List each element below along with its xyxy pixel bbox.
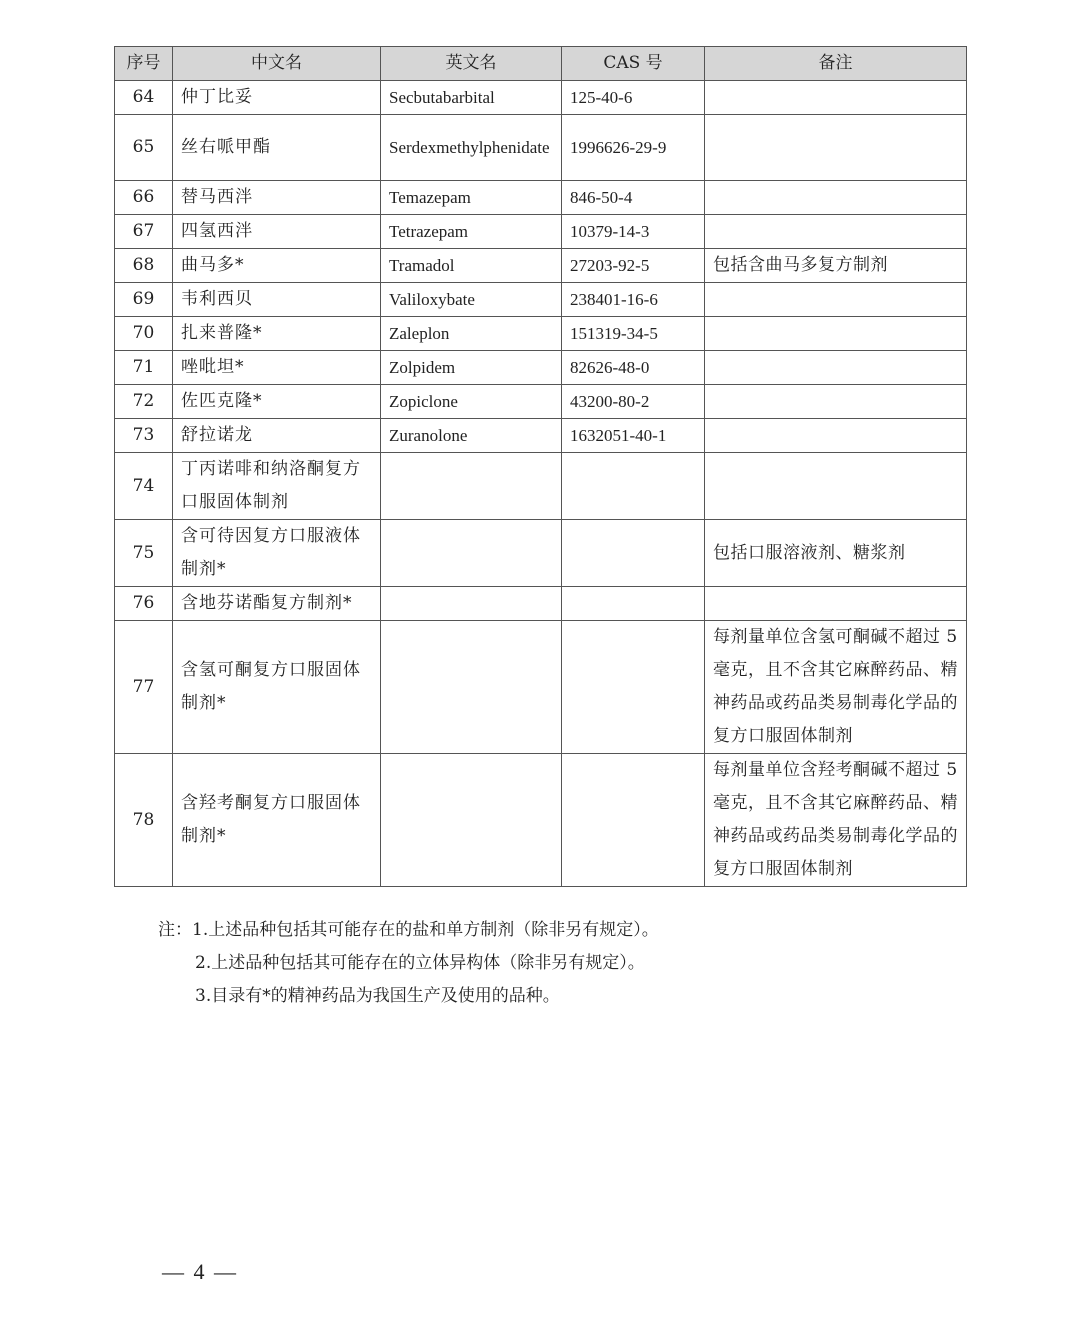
table-row — [115, 181, 967, 215]
cell-cas — [562, 453, 705, 520]
cell-english-name: Zolpidem — [381, 351, 562, 385]
cell-chinese-name: 含可待因复方口服液体制剂* — [173, 520, 381, 587]
cell-remarks — [705, 587, 967, 621]
cell-remarks — [705, 81, 967, 115]
table-row — [115, 81, 967, 115]
cell-chinese-name: 韦利西贝 — [173, 283, 381, 317]
cell-no: 71 — [115, 351, 173, 385]
table-row — [115, 351, 967, 385]
table-row — [115, 587, 967, 621]
cell-remarks — [705, 115, 967, 181]
cell-cas: 27203-92-5 — [562, 249, 705, 283]
cell-no: 76 — [115, 587, 173, 621]
table-row — [115, 419, 967, 453]
cell-remarks — [705, 453, 967, 520]
cell-english-name: Zaleplon — [381, 317, 562, 351]
cell-cas: 125-40-6 — [562, 81, 705, 115]
footnote-text: 1.上述品种包括其可能存在的盐和单方制剂（除非另有规定）。 — [192, 920, 659, 940]
cell-english-name: Tramadol — [381, 249, 562, 283]
table-row — [115, 115, 967, 181]
table-row — [115, 520, 967, 587]
table-row — [115, 385, 967, 419]
cell-no: 70 — [115, 317, 173, 351]
cell-chinese-name: 含氢可酮复方口服固体制剂* — [173, 621, 381, 754]
cell-remarks — [705, 181, 967, 215]
header-english-name: 英文名 — [381, 47, 562, 81]
cell-no: 66 — [115, 181, 173, 215]
cell-remarks — [705, 351, 967, 385]
cell-cas — [562, 520, 705, 587]
cell-chinese-name: 四氢西泮 — [173, 215, 381, 249]
footnote-prefix: 注： — [158, 920, 192, 940]
cell-chinese-name: 扎来普隆* — [173, 317, 381, 351]
cell-remarks — [705, 317, 967, 351]
cell-no: 69 — [115, 283, 173, 317]
cell-remarks — [705, 283, 967, 317]
cell-english-name — [381, 587, 562, 621]
cell-no: 74 — [115, 453, 173, 520]
table-row — [115, 453, 967, 520]
cell-chinese-name: 含羟考酮复方口服固体制剂* — [173, 754, 381, 887]
cell-cas: 1996626-29-9 — [562, 115, 705, 181]
table-row — [115, 754, 967, 887]
cell-english-name — [381, 754, 562, 887]
cell-cas: 1632051-40-1 — [562, 419, 705, 453]
cell-english-name — [381, 520, 562, 587]
page-number: — 4 — — [162, 1259, 238, 1284]
cell-chinese-name: 佐匹克隆* — [173, 385, 381, 419]
cell-english-name: Zopiclone — [381, 385, 562, 419]
cell-no: 65 — [115, 115, 173, 181]
cell-remarks: 每剂量单位含羟考酮碱不超过 5 毫克，且不含其它麻醉药品、精神药品或药品类易制毒化学品的复方口服固体制剂 — [705, 754, 967, 887]
cell-remarks: 每剂量单位含氢可酮碱不超过 5 毫克，且不含其它麻醉药品、精神药品或药品类易制毒化学品的复方口服固体制剂 — [705, 621, 967, 754]
cell-cas — [562, 754, 705, 887]
table-row — [115, 249, 967, 283]
cell-remarks — [705, 385, 967, 419]
cell-english-name: Valiloxybate — [381, 283, 562, 317]
cell-no: 78 — [115, 754, 173, 887]
footnote-1 — [158, 914, 659, 947]
cell-cas — [562, 587, 705, 621]
cell-no: 73 — [115, 419, 173, 453]
cell-remarks: 包括口服溶液剂、糖浆剂 — [705, 520, 967, 587]
table-body — [115, 81, 967, 887]
header-remarks: 备注 — [705, 47, 967, 81]
cell-no: 64 — [115, 81, 173, 115]
cell-no: 67 — [115, 215, 173, 249]
cell-cas: 82626-48-0 — [562, 351, 705, 385]
cell-english-name: Temazepam — [381, 181, 562, 215]
cell-cas: 238401-16-6 — [562, 283, 705, 317]
cell-remarks: 包括含曲马多复方制剂 — [705, 249, 967, 283]
cell-english-name: Secbutabarbital — [381, 81, 562, 115]
cell-chinese-name: 舒拉诺龙 — [173, 419, 381, 453]
cell-chinese-name: 丁丙诺啡和纳洛酮复方口服固体制剂 — [173, 453, 381, 520]
footnote-3: 3.目录有*的精神药品为我国生产及使用的品种。 — [195, 986, 560, 1006]
cell-cas: 151319-34-5 — [562, 317, 705, 351]
cell-no: 77 — [115, 621, 173, 754]
cell-chinese-name: 唑吡坦* — [173, 351, 381, 385]
cell-cas: 43200-80-2 — [562, 385, 705, 419]
cell-english-name — [381, 621, 562, 754]
cell-no: 72 — [115, 385, 173, 419]
cell-chinese-name: 曲马多* — [173, 249, 381, 283]
footnotes — [158, 914, 659, 1013]
cell-chinese-name: 仲丁比妥 — [173, 81, 381, 115]
cell-cas: 846-50-4 — [562, 181, 705, 215]
table-row — [115, 215, 967, 249]
cell-english-name: Zuranolone — [381, 419, 562, 453]
table-row — [115, 317, 967, 351]
cell-cas — [562, 621, 705, 754]
cell-cas: 10379-14-3 — [562, 215, 705, 249]
drug-table — [114, 46, 967, 887]
header-chinese-name: 中文名 — [173, 47, 381, 81]
table-row — [115, 283, 967, 317]
table-row — [115, 621, 967, 754]
cell-no: 68 — [115, 249, 173, 283]
cell-remarks — [705, 215, 967, 249]
cell-english-name: Tetrazepam — [381, 215, 562, 249]
table-header-row — [115, 47, 967, 81]
cell-no: 75 — [115, 520, 173, 587]
header-cas: CAS 号 — [562, 47, 705, 81]
header-no: 序号 — [115, 47, 173, 81]
cell-chinese-name: 丝右哌甲酯 — [173, 115, 381, 181]
cell-english-name — [381, 453, 562, 520]
cell-english-name: Serdexmethylphenidate — [381, 115, 562, 181]
cell-chinese-name: 替马西泮 — [173, 181, 381, 215]
footnote-2: 2.上述品种包括其可能存在的立体异构体（除非另有规定）。 — [195, 953, 645, 973]
cell-chinese-name: 含地芬诺酯复方制剂* — [173, 587, 381, 621]
cell-remarks — [705, 419, 967, 453]
